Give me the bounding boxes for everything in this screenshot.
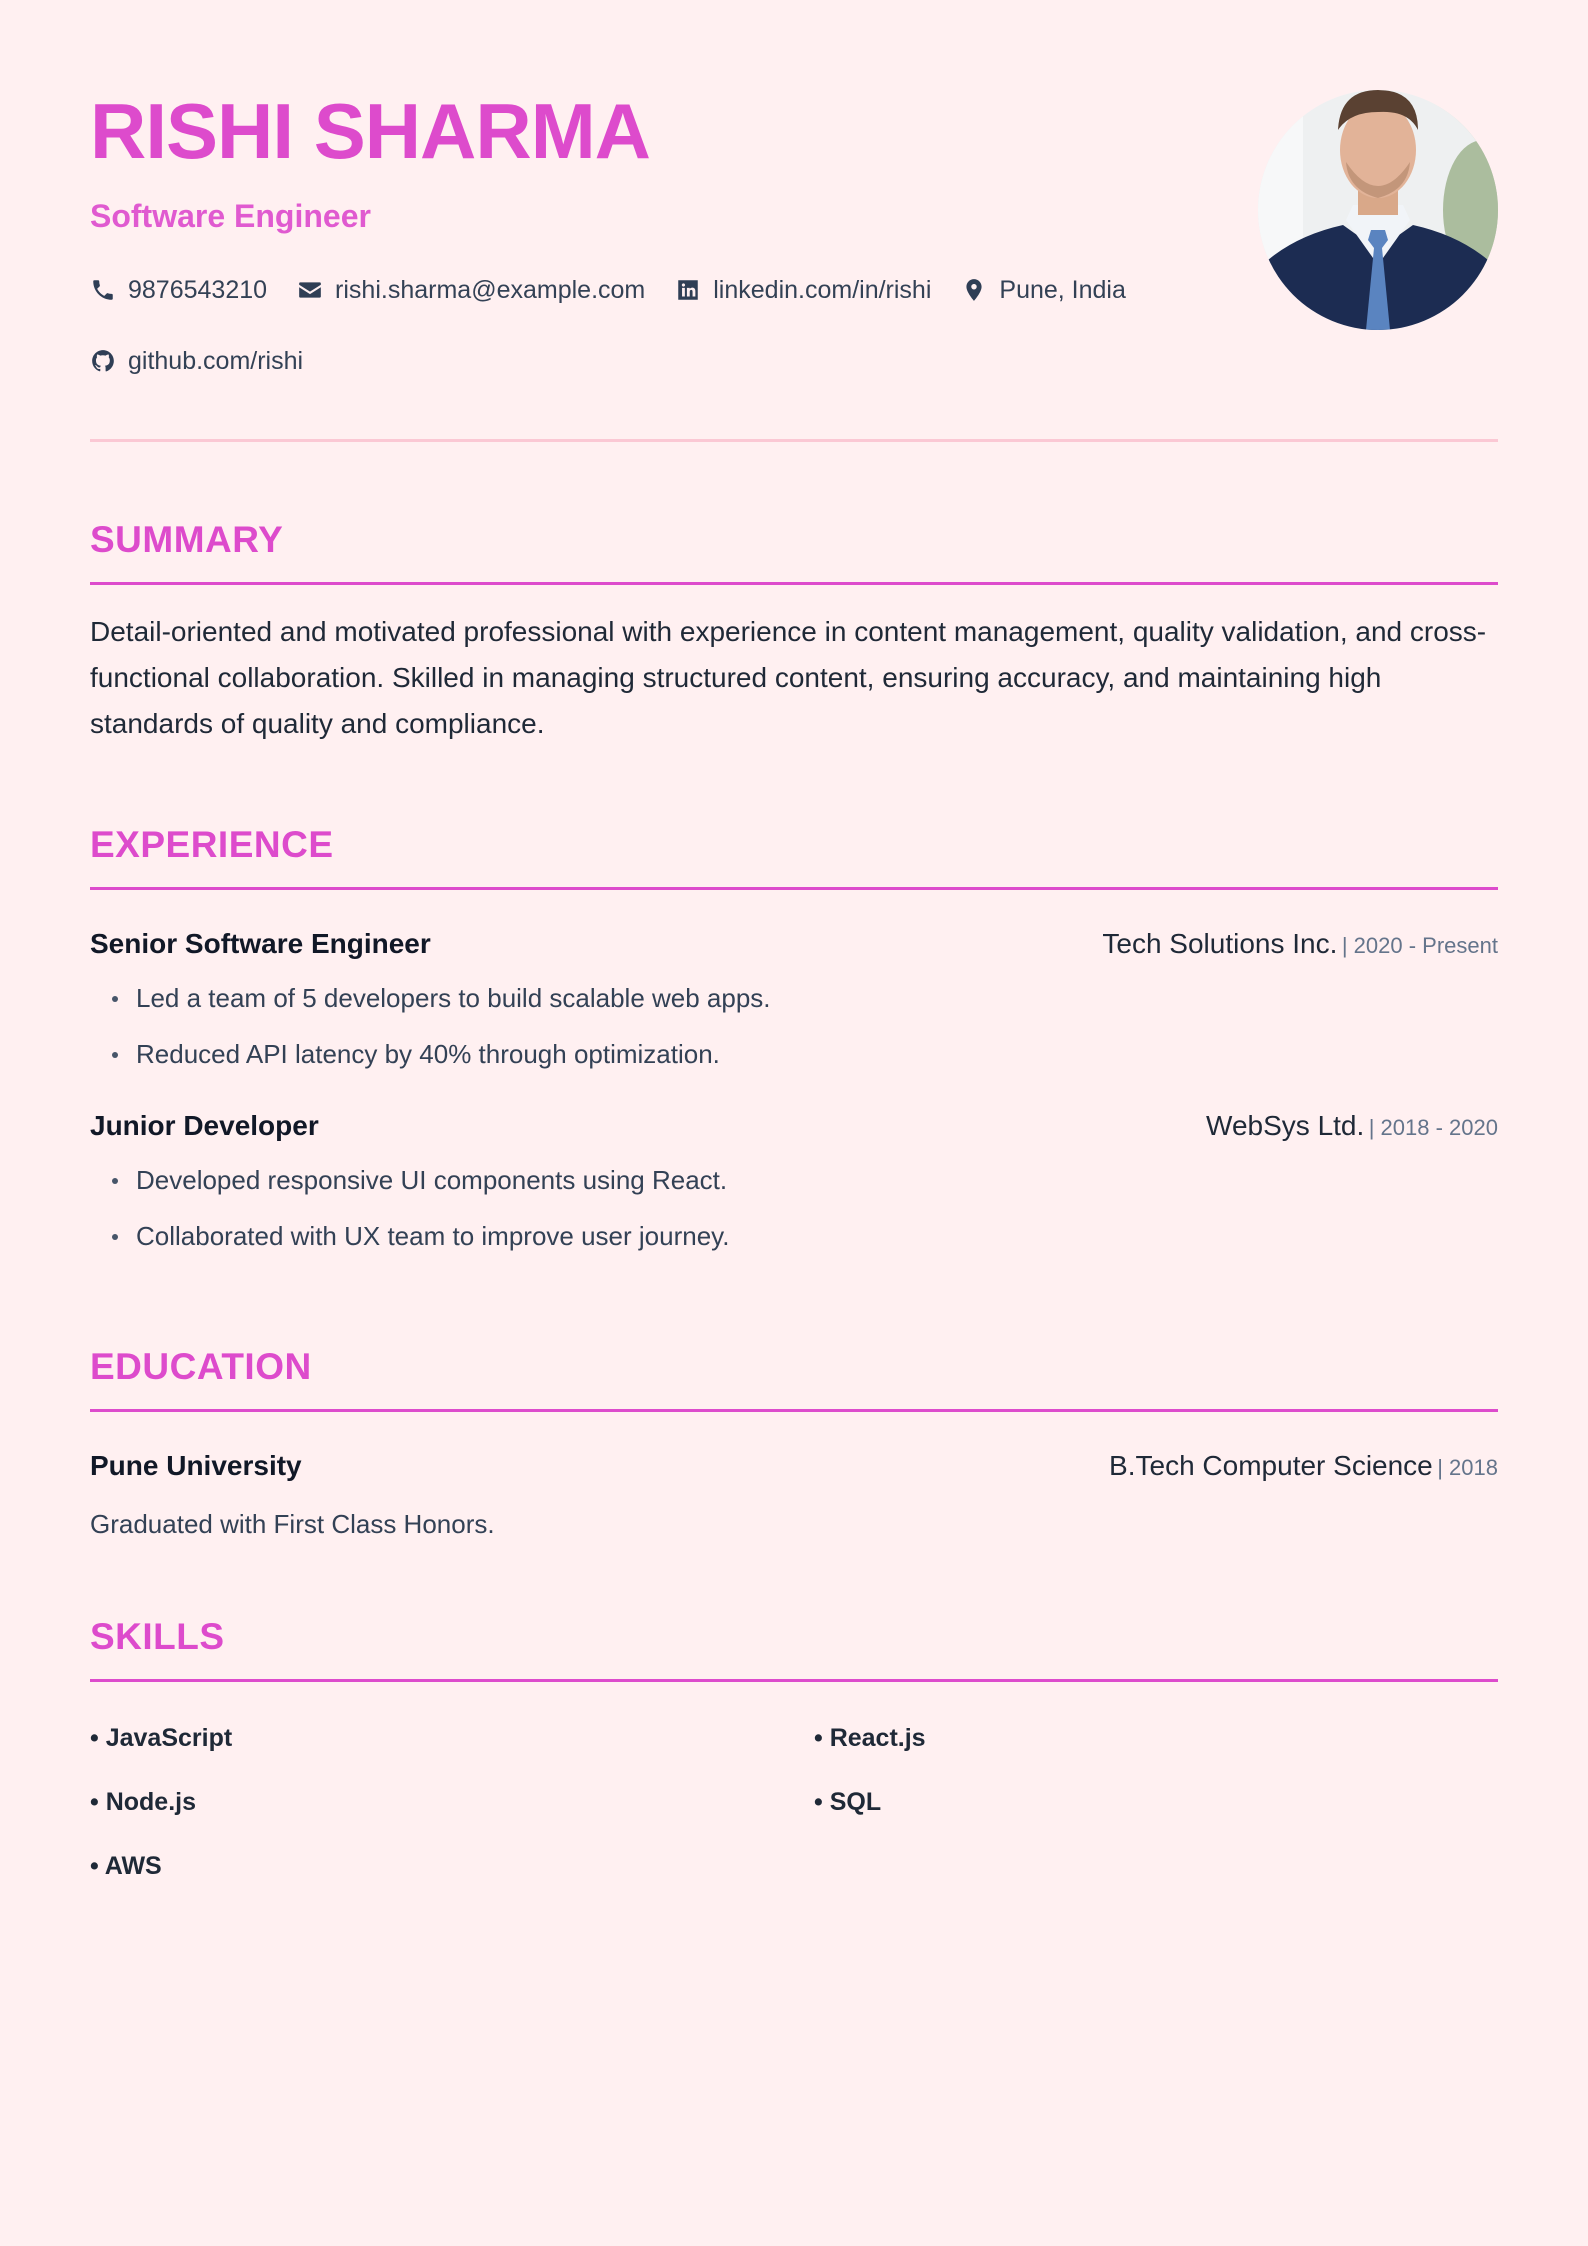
resume-page	[90, 0, 1498, 1880]
contact-row-2	[90, 343, 1190, 379]
contact-linkedin[interactable]	[675, 276, 931, 305]
experience-section	[90, 823, 1498, 1264]
resume-header	[90, 0, 1498, 442]
summary-section	[90, 518, 1498, 747]
education-entry	[90, 1450, 1498, 1544]
summary-rule	[90, 582, 1498, 585]
degree-meta	[1109, 1450, 1498, 1482]
skill-item: • JavaScript	[90, 1724, 233, 1752]
contact-linkedin-text: linkedin.com/in/rishi	[713, 275, 932, 304]
candidate-title: Software Engineer	[90, 198, 371, 234]
job-dates: | 2018 - 2020	[1368, 1115, 1498, 1140]
contact-email[interactable]	[297, 276, 645, 305]
company-name: Tech Solutions Inc.	[1102, 928, 1338, 959]
contact-location-text: Pune, India	[999, 275, 1126, 304]
education-heading: EDUCATION	[90, 1346, 312, 1387]
job-title: Senior Software Engineer	[90, 928, 431, 959]
bullet-item: Led a team of 5 developers to build scalable web apps.	[90, 970, 1498, 1026]
location-icon	[961, 277, 987, 303]
contact-phone[interactable]	[90, 276, 267, 305]
bullet-item: Collaborated with UX team to improve user journey.	[90, 1208, 1498, 1264]
job-title: Junior Developer	[90, 1110, 319, 1141]
linkedin-icon	[675, 277, 701, 303]
graduation-year: | 2018	[1437, 1455, 1498, 1480]
skills-heading: SKILLS	[90, 1616, 225, 1657]
header-divider	[90, 439, 1498, 442]
bullet-item: Developed responsive UI components using React.	[90, 1152, 1498, 1208]
experience-rule	[90, 887, 1498, 890]
contact-list	[90, 272, 1190, 414]
contact-github[interactable]	[90, 347, 303, 376]
job-meta	[1206, 1110, 1498, 1142]
experience-entry	[90, 928, 1498, 1082]
experience-heading: EXPERIENCE	[90, 824, 334, 865]
contact-phone-text: 9876543210	[128, 275, 268, 304]
skill-item: • SQL	[814, 1788, 882, 1816]
person-portrait-icon	[1258, 90, 1498, 330]
summary-heading: SUMMARY	[90, 519, 284, 560]
email-icon	[297, 277, 323, 303]
contact-location	[961, 276, 1126, 305]
skills-grid	[90, 1720, 1498, 1884]
contact-github-text: github.com/rishi	[128, 346, 304, 375]
bullet-item: Reduced API latency by 40% through optimization.	[90, 1026, 1498, 1082]
skills-section	[90, 1615, 1498, 1884]
profile-photo	[1258, 90, 1498, 330]
contact-row-1	[90, 272, 1190, 308]
company-name: WebSys Ltd.	[1206, 1110, 1365, 1141]
education-section	[90, 1345, 1498, 1544]
job-bullets	[90, 970, 1498, 1082]
phone-icon	[90, 277, 116, 303]
institution-name: Pune University	[90, 1450, 302, 1481]
job-bullets	[90, 1152, 1498, 1264]
experience-entry	[90, 1110, 1498, 1264]
entry-header	[90, 928, 1498, 968]
degree-name: B.Tech Computer Science	[1109, 1450, 1433, 1481]
entry-header	[90, 1110, 1498, 1150]
summary-text: Detail-oriented and motivated professional with experience in content management, quality validation, and cross-functional collaboration. Skilled in managing structured content, ensuring accuracy, and maintaining high standards of quality and compliance.	[90, 616, 1487, 739]
job-dates: | 2020 - Present	[1341, 933, 1498, 958]
skills-rule	[90, 1679, 1498, 1682]
skill-item: • Node.js	[90, 1788, 196, 1816]
skill-item: • React.js	[814, 1724, 926, 1752]
candidate-name: RISHI SHARMA	[90, 87, 651, 175]
contact-email-text: rishi.sharma@example.com	[335, 275, 646, 304]
education-note: Graduated with First Class Honors.	[90, 1509, 495, 1539]
job-meta	[1102, 928, 1498, 960]
education-rule	[90, 1409, 1498, 1412]
github-icon	[90, 348, 116, 374]
skill-item: • AWS	[90, 1852, 162, 1880]
entry-header	[90, 1450, 1498, 1490]
